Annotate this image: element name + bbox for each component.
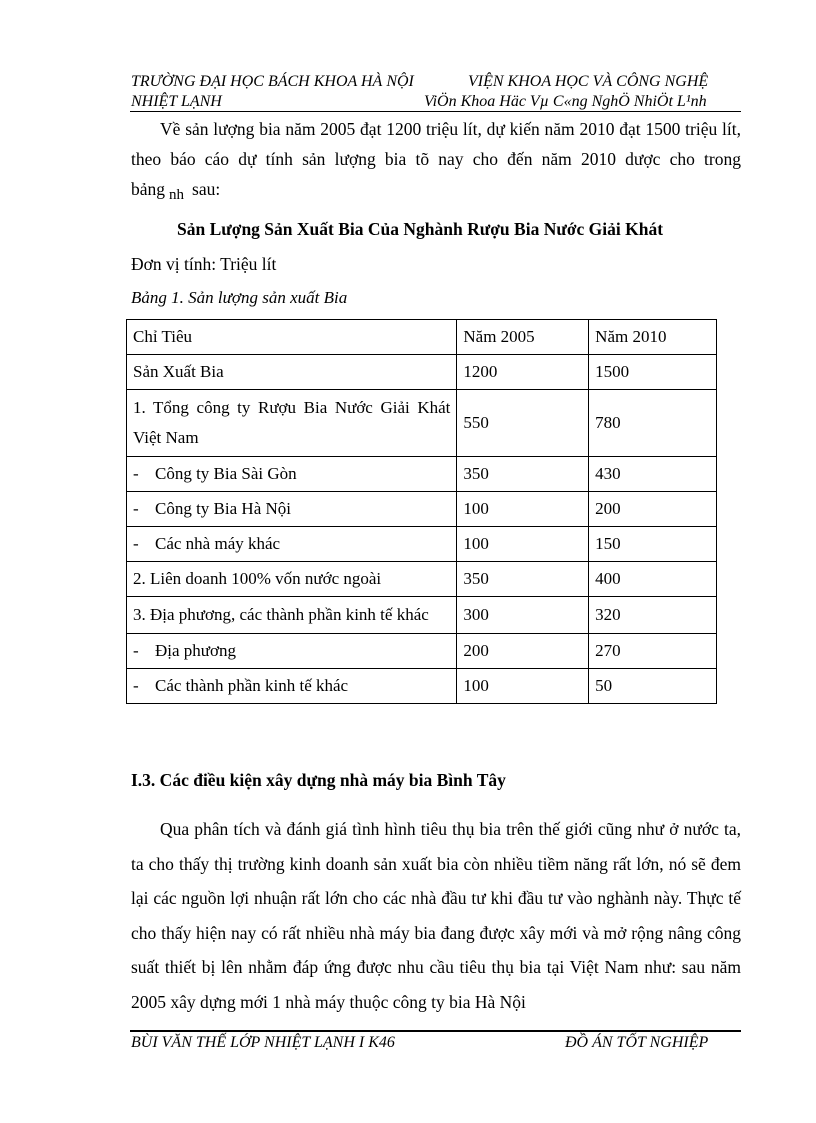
table-row xyxy=(127,355,717,390)
row-value-2005: 100 xyxy=(457,527,589,562)
footer-author: BÙI VĂN THẾ LỚP NHIỆT LẠNH I K46 xyxy=(131,1034,395,1051)
row-value-2005: 350 xyxy=(457,457,589,492)
header-school: TRƯỜNG ĐẠI HỌC BÁCH KHOA HÀ NỘI xyxy=(131,73,414,90)
row-label-cell xyxy=(127,492,457,527)
row-value-2010: 320 xyxy=(589,597,717,634)
row-dash: - xyxy=(133,641,139,660)
row-value-2010: 400 xyxy=(589,562,717,597)
row-label: Công ty Bia Hà Nội xyxy=(155,499,291,518)
row-value-2005: 350 xyxy=(457,562,589,597)
header-institute-encoded: ViÖn Khoa Häc Vµ C«ng NghÖ NhiÖt L¹nh xyxy=(424,93,707,110)
header-department: NHIỆT LẠNH xyxy=(131,93,222,110)
row-value-2010: 430 xyxy=(589,457,717,492)
row-dash: - xyxy=(133,534,139,553)
row-label: 1. Tổng công ty Rượu Bia Nước Giải Khát Việt Nam xyxy=(127,390,457,457)
row-value-2005: 100 xyxy=(457,669,589,704)
footer-title: ĐỒ ÁN TỐT NGHIỆP xyxy=(565,1034,709,1051)
table-title: Sản Lượng Sản Xuất Bia Của Nghành Rượu Bia Nước Giải Khát xyxy=(177,219,664,239)
intro-paragraph xyxy=(131,114,741,206)
table-row xyxy=(127,492,717,527)
table-header-row xyxy=(127,320,717,355)
row-label: Địa phương xyxy=(155,641,236,660)
row-value-2010: 780 xyxy=(589,390,717,457)
row-label: Công ty Bia Sài Gòn xyxy=(155,464,297,483)
table-row xyxy=(127,669,717,704)
body-text: Qua phân tích và đánh giá tình hình tiêu thụ bia trên thế giới cũng như ở nước ta, ta cho thấy thị trường kinh doanh sản xuất bia còn nhiều tiềm năng rất lớn, nó sẽ đem lại các nguồn lợi nhuận rất lớn cho các nhà đầu tư khi đầu tư vào nghành này. Thực tế cho thấy hiện nay có rất nhiều nhà máy bia đang được xây mới và mở rộng nâng công suất thiết bị lên nhằm đáp ứng được nhu cầu tiêu thụ bia tại Việt Nam như: sau năm 2005 xây dựng mới 1 nhà máy thuộc công ty bia Hà Nội xyxy=(131,819,741,1012)
row-value-2005: 200 xyxy=(457,634,589,669)
row-dash: - xyxy=(133,676,139,695)
row-value-2005: 100 xyxy=(457,492,589,527)
row-label-cell xyxy=(127,457,457,492)
intro-small-text: nh xyxy=(169,187,185,203)
row-label-cell xyxy=(127,669,457,704)
row-label: 3. Địa phương, các thành phần kinh tế khác xyxy=(127,597,457,634)
header-cell-indicator: Chỉ Tiêu xyxy=(127,320,457,355)
row-value-2010: 200 xyxy=(589,492,717,527)
table-row xyxy=(127,597,717,634)
header-cell-2010: Năm 2010 xyxy=(589,320,717,355)
table-row xyxy=(127,634,717,669)
footer-rule xyxy=(130,1030,741,1032)
row-label-cell xyxy=(127,527,457,562)
row-label: Sản Xuất Bia xyxy=(127,355,457,390)
header-rule xyxy=(130,111,741,112)
intro-end: sau: xyxy=(192,179,221,199)
table-row xyxy=(127,390,717,457)
table-row xyxy=(127,457,717,492)
table-row xyxy=(127,527,717,562)
row-dash: - xyxy=(133,464,139,483)
row-label: 2. Liên doanh 100% vốn nước ngoài xyxy=(127,562,457,597)
row-value-2010: 150 xyxy=(589,527,717,562)
production-table xyxy=(126,319,717,704)
table-caption: Bảng 1. Sản lượng sản xuất Bia xyxy=(131,288,348,307)
row-value-2005: 550 xyxy=(457,390,589,457)
intro-text: Về sản lượng bia năm 2005 đạt 1200 triệu lít, dự kiến năm 2010 đạt 1500 triệu lít, theo báo cáo dự tính sản lượng bia tõ nay cho đến năm 2010 dược cho trong bảng xyxy=(131,119,741,199)
row-value-2010: 270 xyxy=(589,634,717,669)
row-label: Các thành phần kinh tế khác xyxy=(155,676,349,695)
body-paragraph xyxy=(131,812,741,1019)
row-value-2010: 1500 xyxy=(589,355,717,390)
section-heading: I.3. Các điều kiện xây dựng nhà máy bia Bình Tây xyxy=(131,770,506,790)
unit-line: Đơn vị tính: Triệu lít xyxy=(131,254,277,274)
row-dash: - xyxy=(133,499,139,518)
row-value-2010: 50 xyxy=(589,669,717,704)
header-cell-2005: Năm 2005 xyxy=(457,320,589,355)
row-value-2005: 1200 xyxy=(457,355,589,390)
row-value-2005: 300 xyxy=(457,597,589,634)
row-label: Các nhà máy khác xyxy=(155,534,281,553)
header-institute: VIỆN KHOA HỌC VÀ CÔNG NGHỆ xyxy=(468,73,709,90)
table-row xyxy=(127,562,717,597)
row-label-cell xyxy=(127,634,457,669)
